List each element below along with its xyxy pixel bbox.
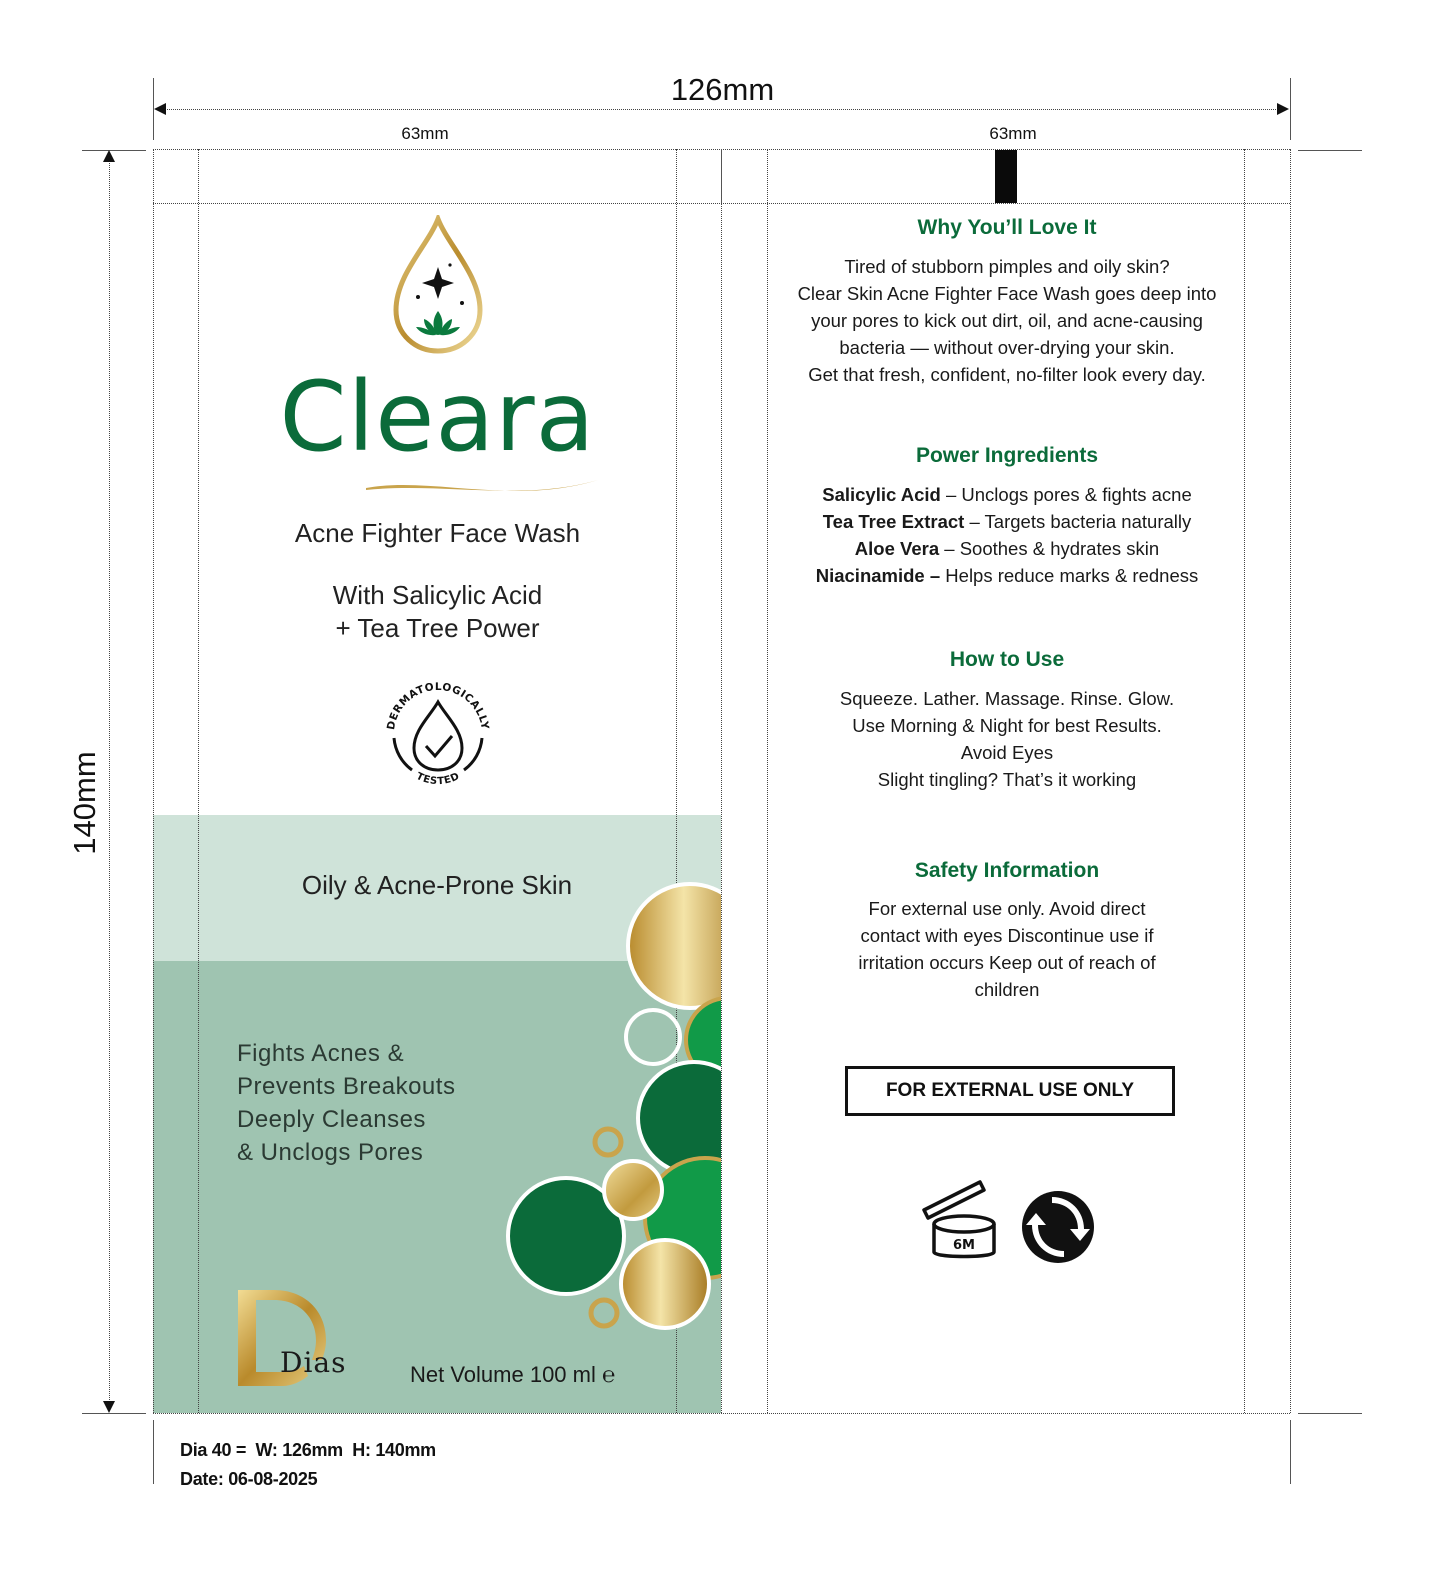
- pao-label: 6M: [953, 1238, 975, 1253]
- total-width-dim-line: [160, 109, 1284, 110]
- arrow-left-icon: [154, 103, 166, 115]
- outline-right: [1290, 149, 1291, 1413]
- right-tick-top: [1298, 150, 1362, 151]
- arrow-up-icon: [103, 150, 115, 162]
- product-name: Acne Fighter Face Wash: [294, 518, 581, 548]
- subtitle-line-1: With Salicylic Acid: [332, 580, 543, 610]
- bubbles-decoration: [500, 880, 721, 1330]
- subtitle-line-2: + Tea Tree Power: [335, 613, 540, 643]
- net-volume: Net Volume 100 ml ℮: [410, 1362, 616, 1387]
- height-tick-bottom: [82, 1413, 146, 1414]
- why-love-line: your pores to kick out dirt, oil, and acne-causing: [811, 310, 1203, 331]
- how-to-use-body: [768, 685, 1246, 793]
- ingredient-item: [768, 562, 1246, 589]
- why-love-line: Tired of stubborn pimples and oily skin?: [844, 256, 1170, 277]
- ingredients-list: [768, 481, 1246, 589]
- dias-logo-text: Dias: [280, 1346, 347, 1379]
- ingredients-title: Power Ingredients: [915, 444, 1099, 467]
- period-after-opening-icon: [918, 1176, 1008, 1266]
- safety-line: irritation occurs Keep out of reach of: [858, 952, 1156, 973]
- bottom-tick-left: [153, 1420, 154, 1484]
- how-to-use-line: Avoid Eyes: [960, 742, 1054, 763]
- how-to-use-line: Squeeze. Lather. Massage. Rinse. Glow.: [839, 688, 1175, 709]
- ingredient-name: Tea Tree Extract: [822, 511, 965, 532]
- ingredient-item: [768, 535, 1246, 562]
- bottom-tick-right: [1290, 1420, 1291, 1484]
- safety-body: [768, 895, 1246, 1003]
- ingredient-desc: – Targets bacteria naturally: [964, 511, 1192, 532]
- half-width-left-label: 63mm: [401, 124, 449, 143]
- ingredient-name: Salicylic Acid: [822, 484, 941, 505]
- ingredient-desc: Helps reduce marks & redness: [940, 565, 1199, 586]
- why-love-title: Why You’ll Love It: [917, 216, 1097, 239]
- ingredient-name: Niacinamide –: [815, 565, 941, 586]
- outline-bottom: [153, 1413, 1290, 1414]
- svg-text:DERMATOLOGICALLY: [385, 681, 491, 731]
- how-to-use-line: Use Morning & Night for best Results.: [852, 715, 1162, 736]
- green-dot-recycle-icon: [1020, 1189, 1096, 1265]
- tear-notch: [995, 150, 1017, 203]
- skin-type-text: Oily & Acne-Prone Skin: [301, 870, 573, 900]
- badge-bottom-text: TESTED: [414, 770, 462, 788]
- right-tick-bottom: [1298, 1413, 1362, 1414]
- brand-swoosh: [362, 472, 602, 504]
- center-fold-dotted: [721, 203, 722, 1413]
- safety-line: contact with eyes Discontinue use if: [860, 925, 1154, 946]
- svg-text:TESTED: [414, 771, 461, 787]
- why-love-body: [768, 253, 1246, 388]
- ingredient-item: [768, 508, 1246, 535]
- arrow-down-icon: [103, 1401, 115, 1413]
- how-to-use-title: How to Use: [949, 648, 1065, 671]
- height-dim-line: [109, 160, 110, 1404]
- badge-top-text: DERMATOLOGICALLY: [385, 680, 491, 731]
- ingredient-desc: – Unclogs pores & fights acne: [940, 484, 1192, 505]
- outline-left: [153, 149, 154, 1413]
- why-love-line: bacteria — without over-drying your skin.: [839, 337, 1175, 358]
- how-to-use-line: Slight tingling? That’s it working: [877, 769, 1137, 790]
- safety-title: Safety Information: [914, 859, 1100, 882]
- half-width-right-label: 63mm: [989, 124, 1037, 143]
- front-safe-left: [198, 149, 199, 1413]
- safety-line: children: [974, 979, 1040, 1000]
- total-width-tick-right: [1290, 78, 1291, 140]
- derm-tested-badge: [380, 676, 496, 792]
- footer-dimensions: Dia 40 = W: 126mm H: 140mm: [180, 1440, 436, 1460]
- benefit-line-2: Prevents Breakouts: [237, 1073, 456, 1100]
- benefit-line-1: Fights Acnes &: [237, 1040, 405, 1067]
- height-label: 140mm: [67, 751, 102, 855]
- why-love-line: Get that fresh, confident, no-filter look every day.: [808, 364, 1206, 385]
- total-width-label: 126mm: [670, 72, 775, 107]
- external-use-box: [845, 1066, 1175, 1116]
- brand-wordmark: Cleara: [279, 361, 596, 473]
- center-fold: [721, 149, 722, 205]
- footer-date: Date: 06-08-2025: [180, 1469, 318, 1489]
- droplet-logo-icon: [388, 215, 488, 355]
- benefit-line-3: Deeply Cleanses: [237, 1106, 426, 1133]
- safety-line: For external use only. Avoid direct: [868, 898, 1146, 919]
- external-use-text: FOR EXTERNAL USE ONLY: [885, 1080, 1135, 1101]
- ingredient-desc: – Soothes & hydrates skin: [939, 538, 1160, 559]
- ingredient-item: [768, 481, 1246, 508]
- benefit-line-4: & Unclogs Pores: [237, 1139, 424, 1166]
- arrow-right-icon: [1277, 103, 1289, 115]
- ingredient-name: Aloe Vera: [854, 538, 940, 559]
- why-love-line: Clear Skin Acne Fighter Face Wash goes deep into: [797, 283, 1217, 304]
